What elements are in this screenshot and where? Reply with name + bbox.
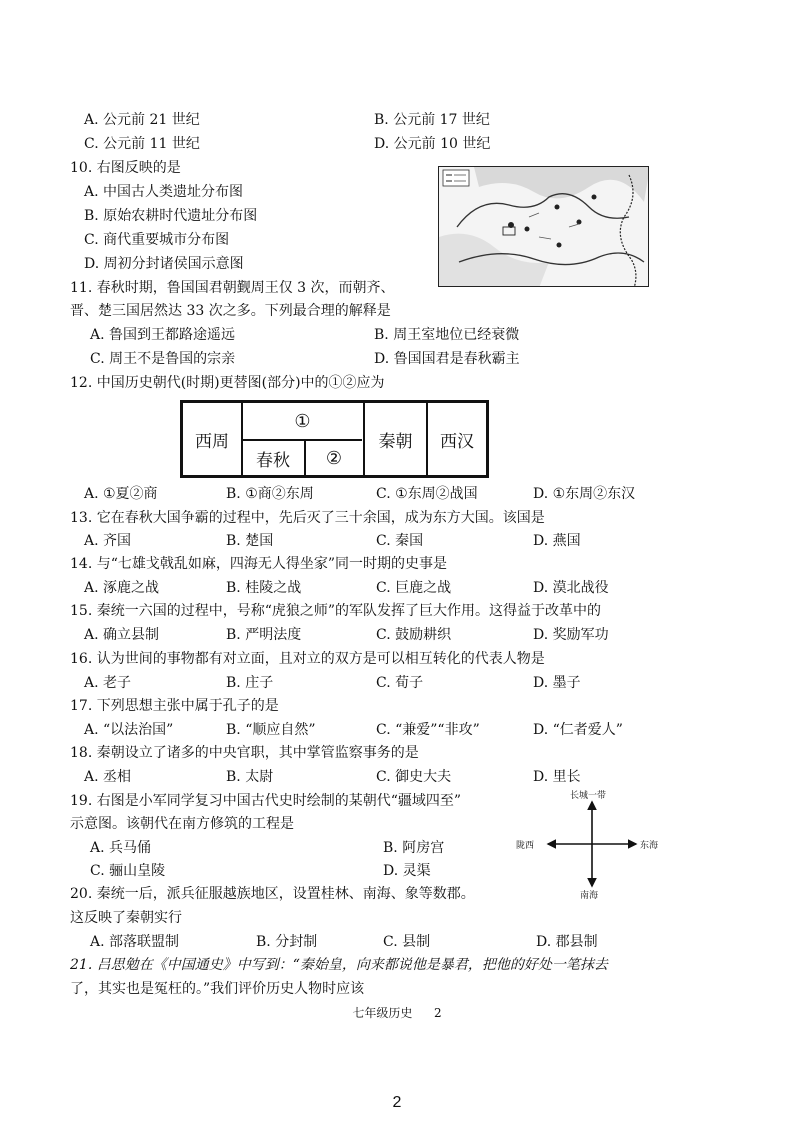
q18-option-c: C. 御史大夫 bbox=[376, 769, 452, 785]
q10-option-d: D. 周初分封诸侯国示意图 bbox=[84, 256, 244, 272]
q17-option-a: A. “以法治国” bbox=[84, 722, 174, 738]
compass-north-label: 长城一带 bbox=[570, 791, 607, 801]
q10-stem: 10. 右图反映的是 bbox=[70, 160, 181, 176]
q11-stem-line2: 晋、楚三国居然达 33 次之多。下列最合理的解释是 bbox=[70, 303, 391, 319]
q20-option-b: B. 分封制 bbox=[256, 934, 318, 950]
q20-option-a: A. 部落联盟制 bbox=[90, 934, 180, 950]
q9-option-c: C. 公元前 11 世纪 bbox=[84, 136, 200, 152]
q10-option-b: B. 原始农耕时代遗址分布图 bbox=[84, 208, 258, 224]
q19-stem-line1: 19. 右图是小军同学复习中国古代史时绘制的某朝代“疆域四至” bbox=[70, 793, 462, 809]
q15-option-b: B. 严明法度 bbox=[226, 627, 302, 643]
q16-option-b: B. 庄子 bbox=[226, 675, 274, 691]
q14-option-a: A. 涿鹿之战 bbox=[84, 580, 160, 596]
q11-option-b: B. 周王室地位已经衰微 bbox=[374, 327, 520, 343]
q19-option-b: B. 阿房宫 bbox=[383, 840, 445, 856]
q18-option-d: D. 里长 bbox=[533, 769, 581, 785]
q18-option-a: A. 丞相 bbox=[84, 769, 132, 785]
q13-option-b: B. 楚国 bbox=[226, 533, 274, 549]
q14-stem: 14. 与“七雄戈戟乱如麻，四海无人得坐家”同一时期的史事是 bbox=[70, 556, 448, 572]
q11-option-d: D. 鲁国国君是春秋霸主 bbox=[374, 351, 520, 367]
q20-stem-line2: 这反映了秦朝实行 bbox=[70, 910, 182, 926]
q16-option-d: D. 墨子 bbox=[533, 675, 581, 691]
q13-option-a: A. 齐国 bbox=[84, 533, 132, 549]
dynasty-table bbox=[180, 400, 489, 478]
cell-xihan: 西汉 bbox=[440, 431, 474, 452]
cell-chunqiu: 春秋 bbox=[256, 450, 290, 471]
q15-stem: 15. 秦统一六国的过程中，号称“虎狼之师”的军队发挥了巨大作用。这得益于改革中的 bbox=[70, 603, 602, 619]
q19-option-a: A. 兵马俑 bbox=[90, 840, 152, 856]
q17-option-b: B. “顺应自然” bbox=[226, 722, 316, 738]
q12-option-d: D. ①东周②东汉 bbox=[533, 486, 636, 502]
q19-stem-line2: 示意图。该朝代在南方修筑的工程是 bbox=[70, 816, 294, 832]
q13-option-c: C. 秦国 bbox=[376, 533, 424, 549]
q21-stem-line2: 了，其实也是冤枉的。”我们评价历史人物时应该 bbox=[70, 981, 365, 997]
q21-stem-line1: 21. 吕思勉在《中国通史》中写到：“秦始皇，向来都说他是暴君，把他的好处一笔抹去 bbox=[70, 957, 608, 973]
q15-option-d: D. 奖励军功 bbox=[533, 627, 609, 643]
cell-blank-1: ① bbox=[294, 411, 311, 432]
q12-option-b: B. ①商②东周 bbox=[226, 486, 314, 502]
q9-option-b: B. 公元前 17 世纪 bbox=[374, 112, 490, 128]
q11-option-a: A. 鲁国到王都路途遥远 bbox=[90, 327, 236, 343]
q17-option-c: C. “兼爱”“非攻” bbox=[376, 722, 480, 738]
q12-stem: 12. 中国历史朝代(时期)更替图(部分)中的①②应为 bbox=[70, 375, 385, 391]
q16-stem: 16. 认为世间的事物都有对立面，且对立的双方是可以相互转化的代表人物是 bbox=[70, 651, 545, 667]
cell-qin: 秦朝 bbox=[378, 431, 413, 452]
q16-option-a: A. 老子 bbox=[84, 675, 132, 691]
q20-option-d: D. 郡县制 bbox=[536, 934, 598, 950]
page-footer bbox=[0, 1004, 794, 1021]
q19-option-d: D. 灵渠 bbox=[383, 863, 431, 879]
q12-option-a: A. ①夏②商 bbox=[84, 486, 158, 502]
map-drawing bbox=[439, 167, 649, 287]
q20-option-c: C. 县制 bbox=[383, 934, 431, 950]
q13-option-d: D. 燕国 bbox=[533, 533, 581, 549]
cell-blank-2: ② bbox=[325, 447, 343, 469]
sheet-page-number: 2 bbox=[392, 1094, 402, 1111]
q15-option-c: C. 鼓励耕织 bbox=[376, 627, 452, 643]
q18-option-b: B. 太尉 bbox=[226, 769, 274, 785]
q16-option-c: C. 荀子 bbox=[376, 675, 424, 691]
cell-xizhou: 西周 bbox=[195, 431, 229, 452]
compass-east-label: 东海 bbox=[640, 841, 659, 851]
q12-option-c: C. ①东周②战国 bbox=[376, 486, 478, 502]
q11-stem-line1: 11. 春秋时期，鲁国国君朝觐周王仅 3 次，而朝齐、 bbox=[70, 280, 395, 296]
q10-option-a: A. 中国古人类遗址分布图 bbox=[84, 184, 244, 200]
q14-option-d: D. 漠北战役 bbox=[533, 580, 609, 596]
compass-south-label: 南海 bbox=[580, 891, 599, 901]
footer-label: 七年级历史 bbox=[352, 1006, 413, 1020]
q9-option-d: D. 公元前 10 世纪 bbox=[374, 136, 491, 152]
territory-compass-diagram bbox=[512, 788, 672, 900]
q10-option-c: C. 商代重要城市分布图 bbox=[84, 232, 230, 248]
q17-stem: 17. 下列思想主张中属于孔子的是 bbox=[70, 698, 279, 714]
q20-stem-line1: 20. 秦统一后，派兵征服越族地区，设置桂林、南海、象等数郡。 bbox=[70, 886, 475, 902]
q19-option-c: C. 骊山皇陵 bbox=[90, 863, 166, 879]
compass-west-label: 陇西 bbox=[516, 841, 535, 851]
footer-page: 2 bbox=[434, 1006, 442, 1020]
feudal-map-image bbox=[438, 166, 649, 287]
q11-option-c: C. 周王不是鲁国的宗亲 bbox=[90, 351, 236, 367]
q18-stem: 18. 秦朝设立了诸多的中央官职，其中掌管监察事务的是 bbox=[70, 745, 419, 761]
q17-option-d: D. “仁者爱人” bbox=[533, 722, 623, 738]
q14-option-c: C. 巨鹿之战 bbox=[376, 580, 452, 596]
q13-stem: 13. 它在春秋大国争霸的过程中，先后灭了三十余国，成为东方大国。该国是 bbox=[70, 510, 545, 526]
q9-option-a: A. 公元前 21 世纪 bbox=[84, 112, 200, 128]
q14-option-b: B. 桂陵之战 bbox=[226, 580, 302, 596]
q15-option-a: A. 确立县制 bbox=[84, 627, 160, 643]
